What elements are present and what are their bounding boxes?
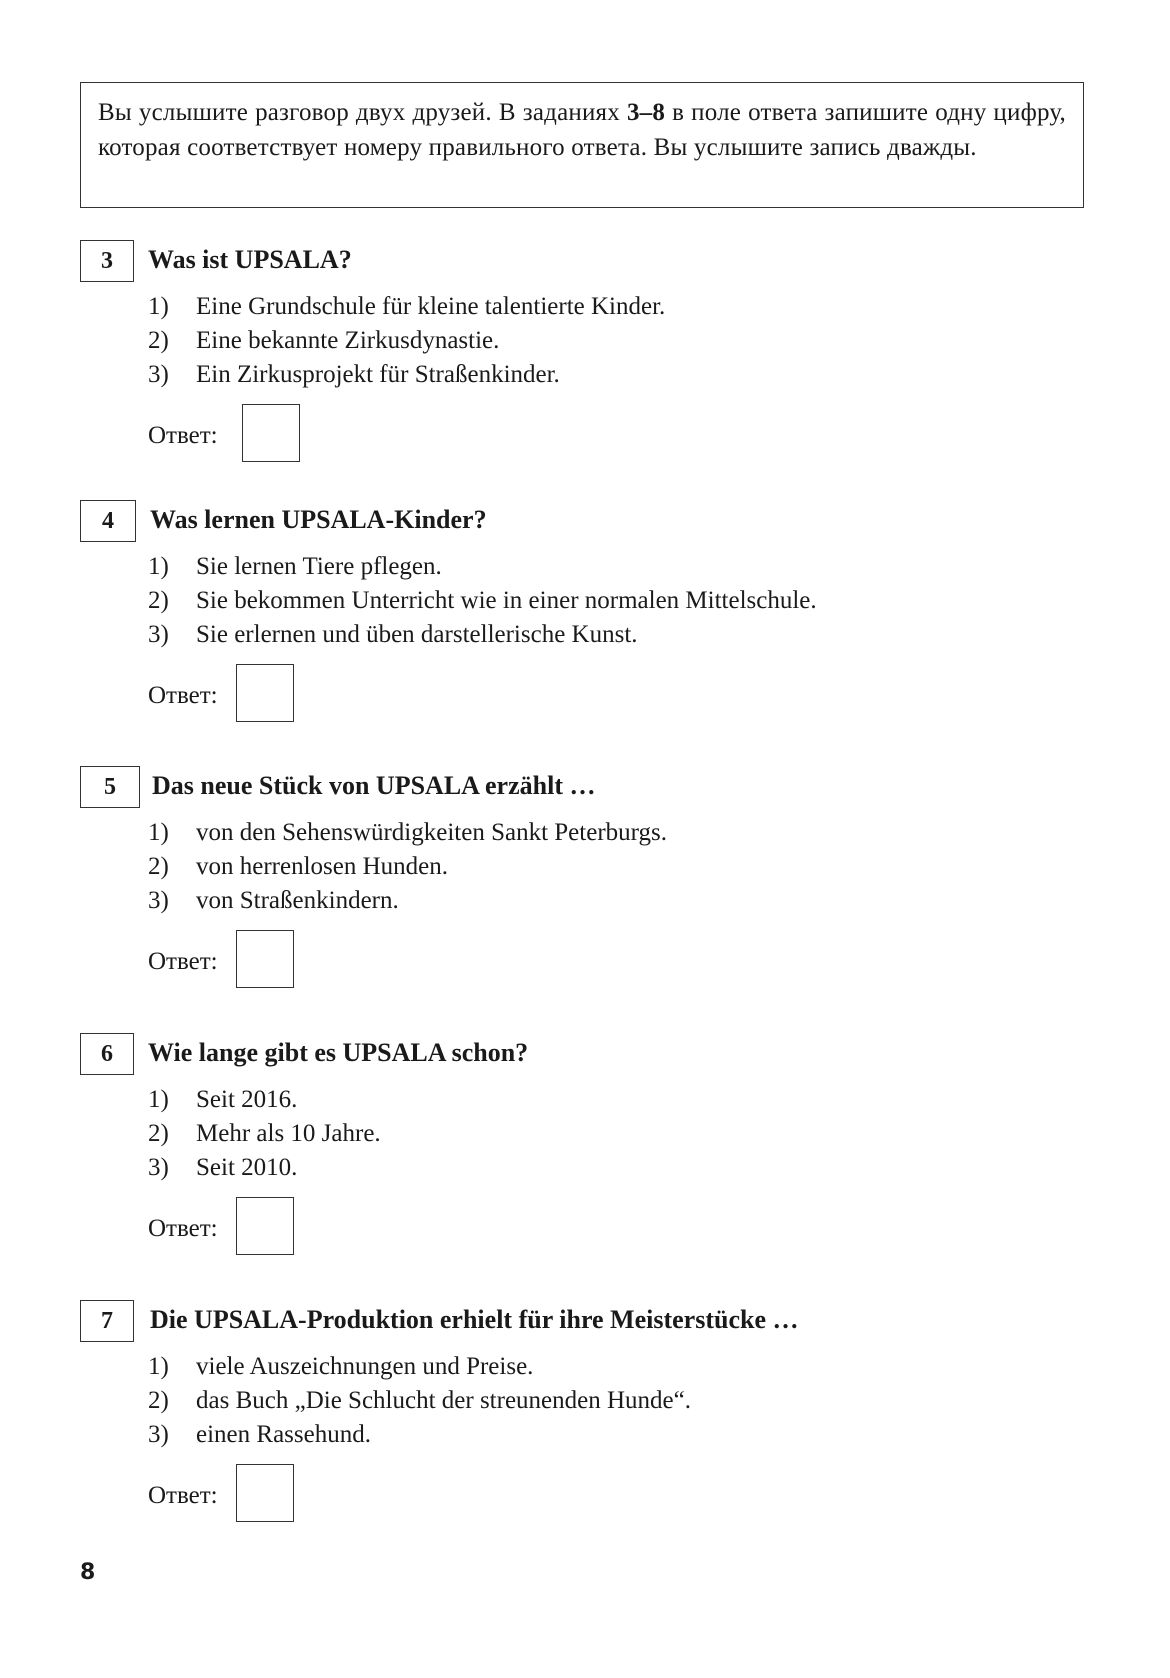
question-number: 7	[80, 1300, 134, 1342]
option-text: Sie lernen Tiere pflegen.	[196, 553, 442, 580]
answer-label: Ответ:	[148, 1215, 218, 1242]
answer-label: Ответ:	[148, 682, 218, 709]
instruction-task-range: 3–8	[626, 99, 666, 126]
option-number: 1)	[148, 1353, 169, 1380]
option-3	[148, 884, 667, 918]
option-number: 2)	[148, 327, 169, 354]
option-3	[148, 1418, 691, 1452]
option-text: Mehr als 10 Jahre.	[196, 1120, 381, 1147]
option-2	[148, 1117, 381, 1151]
options-list	[148, 290, 665, 392]
option-text: Sie erlernen und üben darstellerische Kunst.	[196, 621, 638, 648]
option-2	[148, 584, 817, 618]
option-text: Seit 2010.	[196, 1154, 298, 1181]
answer-box-4[interactable]	[236, 664, 294, 722]
option-text: das Buch „Die Schlucht der streunenden Hunde“.	[196, 1387, 691, 1414]
question-number: 5	[80, 766, 140, 808]
option-number: 3)	[148, 1421, 169, 1448]
option-number: 2)	[148, 1387, 169, 1414]
question-text: Die UPSALA-Produktion erhielt für ihre Meisterstücke …	[150, 1305, 799, 1334]
page-number: 8	[80, 1560, 96, 1585]
question-number: 4	[80, 500, 136, 542]
option-number: 3)	[148, 361, 169, 388]
option-text: von herrenlosen Hunden.	[196, 853, 449, 880]
option-2	[148, 324, 665, 358]
option-number: 1)	[148, 293, 169, 320]
answer-box-5[interactable]	[236, 930, 294, 988]
option-number: 2)	[148, 1120, 169, 1147]
instruction-box	[80, 82, 1084, 208]
options-list	[148, 816, 667, 918]
option-1	[148, 550, 817, 584]
options-list	[148, 550, 817, 652]
answer-box-7[interactable]	[236, 1464, 294, 1522]
option-text: viele Auszeichnungen und Preise.	[196, 1353, 534, 1380]
answer-label: Ответ:	[148, 948, 218, 975]
answer-label: Ответ:	[148, 422, 218, 449]
option-text: von den Sehenswürdigkeiten Sankt Peterburgs.	[196, 819, 667, 846]
option-text: Sie bekommen Unterricht wie in einer normalen Mittelschule.	[196, 587, 817, 614]
question-text: Wie lange gibt es UPSALA schon?	[148, 1038, 529, 1067]
option-number: 1)	[148, 1086, 169, 1113]
option-1	[148, 816, 667, 850]
option-3	[148, 1151, 381, 1185]
option-2	[148, 1384, 691, 1418]
option-text: Eine Grundschule für kleine talentierte Kinder.	[196, 293, 666, 320]
option-text: Seit 2016.	[196, 1086, 298, 1113]
option-number: 2)	[148, 853, 169, 880]
instruction-text-end: в поле ответа запишите одну цифру, которая соответствует номеру правильного ответа. Вы услышите запись дважды.	[98, 99, 1067, 161]
option-3	[148, 618, 817, 652]
option-number: 3)	[148, 621, 169, 648]
option-number: 3)	[148, 1154, 169, 1181]
option-3	[148, 358, 665, 392]
question-number: 3	[80, 240, 134, 282]
option-text: Ein Zirkusprojekt für Straßenkinder.	[196, 361, 560, 388]
options-list	[148, 1350, 691, 1452]
question-text: Was ist UPSALA?	[148, 245, 352, 274]
option-text: einen Rassehund.	[196, 1421, 371, 1448]
option-1	[148, 1350, 691, 1384]
answer-box-6[interactable]	[236, 1197, 294, 1255]
question-number: 6	[80, 1033, 134, 1075]
answer-label: Ответ:	[148, 1482, 218, 1509]
option-number: 1)	[148, 819, 169, 846]
option-number: 1)	[148, 553, 169, 580]
options-list	[148, 1083, 381, 1185]
instruction-text-start: Вы услышите разговор двух друзей. В заданиях	[98, 99, 627, 126]
option-2	[148, 850, 667, 884]
answer-box-3[interactable]	[242, 404, 300, 462]
question-text: Das neue Stück von UPSALA erzählt …	[152, 771, 596, 800]
option-number: 3)	[148, 887, 169, 914]
option-1	[148, 290, 665, 324]
question-text: Was lernen UPSALA-Kinder?	[150, 505, 487, 534]
option-1	[148, 1083, 381, 1117]
option-text: Eine bekannte Zirkusdynastie.	[196, 327, 500, 354]
option-number: 2)	[148, 587, 169, 614]
option-text: von Straßenkindern.	[196, 887, 399, 914]
